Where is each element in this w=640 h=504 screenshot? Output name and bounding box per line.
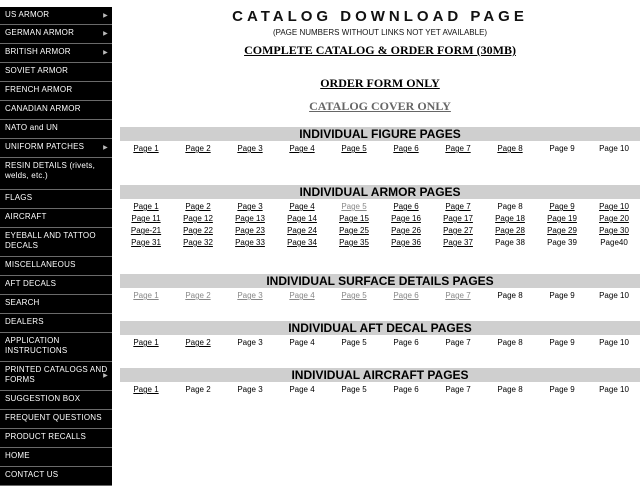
page-label: Page 10 <box>599 338 629 347</box>
page-link[interactable]: Page 5 <box>341 144 367 153</box>
sidebar-item-label: DEALERS <box>5 317 44 326</box>
sidebar-item-label: PRODUCT RECALLS <box>5 432 87 441</box>
page-link-grid <box>120 290 640 302</box>
page-link[interactable]: Page 24 <box>287 226 317 235</box>
page-link[interactable]: Page 7 <box>445 291 471 300</box>
page-link[interactable]: Page 7 <box>445 144 471 153</box>
page-label: Page 8 <box>497 202 523 211</box>
page-link[interactable]: Page 2 <box>185 144 211 153</box>
sidebar-item[interactable] <box>0 25 112 44</box>
section-header: INDIVIDUAL ARMOR PAGES <box>120 185 640 199</box>
sidebar-item-label: CANADIAN ARMOR <box>5 104 81 113</box>
page-link[interactable]: Page 27 <box>443 226 473 235</box>
page-link[interactable]: Page 1 <box>133 202 159 211</box>
page-label: Page 8 <box>497 338 523 347</box>
page-link[interactable]: Page 12 <box>183 214 213 223</box>
page-link-grid <box>120 143 640 155</box>
page-label: Page 38 <box>495 238 525 247</box>
page-link[interactable]: Page 6 <box>393 202 419 211</box>
page-label: Page 10 <box>599 144 629 153</box>
page-subtitle: (PAGE NUMBERS WITHOUT LINKS NOT YET AVAILABLE) <box>272 28 488 37</box>
page-link[interactable]: Page 18 <box>495 214 525 223</box>
sidebar-item[interactable] <box>0 257 112 276</box>
submenu-arrow-icon: ▶ <box>103 12 108 19</box>
page-link-grid <box>120 384 640 396</box>
sidebar-item[interactable] <box>0 448 112 467</box>
catalog-cover-link[interactable]: CATALOG COVER ONLY <box>309 99 451 113</box>
order-form-link[interactable]: ORDER FORM ONLY <box>320 76 440 90</box>
sidebar-item-label: MISCELLANEOUS <box>5 260 76 269</box>
page-link[interactable]: Page 7 <box>445 202 471 211</box>
page-section <box>120 185 640 249</box>
sidebar-item-label: AIRCRAFT <box>5 212 47 221</box>
sidebar-item-label: SOVIET ARMOR <box>5 66 69 75</box>
page-label: Page 7 <box>445 338 471 347</box>
sidebar-item-label: RESIN DETAILS (rivets, welds, etc.) <box>5 161 96 180</box>
sidebar-item[interactable] <box>0 314 112 333</box>
page-label: Page 8 <box>497 291 523 300</box>
page-label: Page 10 <box>599 385 629 394</box>
page-label: Page 4 <box>289 385 315 394</box>
page-link[interactable]: Page 8 <box>497 144 523 153</box>
page-link[interactable]: Page 33 <box>235 238 265 247</box>
page-link[interactable]: Page 4 <box>289 144 315 153</box>
page-link-grid <box>120 201 640 249</box>
sidebar-item-label: US ARMOR <box>5 10 50 19</box>
submenu-arrow-icon: ▶ <box>103 145 108 151</box>
sidebar-item-label: PRINTED CATALOGS AND FORMS <box>5 365 108 384</box>
sidebar-item-label: SEARCH <box>5 298 40 307</box>
section-header: INDIVIDUAL SURFACE DETAILS PAGES <box>120 274 640 288</box>
sidebar-item-label: FLAGS <box>5 193 33 202</box>
sidebar-item[interactable] <box>0 276 112 295</box>
page-section <box>120 368 640 396</box>
page-link[interactable]: Page 14 <box>287 214 317 223</box>
page-link[interactable]: Page-21 <box>130 226 162 235</box>
page-sections <box>120 127 640 396</box>
page-label: Page 9 <box>549 144 575 153</box>
page-link[interactable]: Page 1 <box>133 144 159 153</box>
page-link[interactable]: Page 2 <box>185 338 211 347</box>
section-header: INDIVIDUAL AFT DECAL PAGES <box>120 321 640 335</box>
sidebar-item-label: BRITISH ARMOR <box>5 47 71 56</box>
page-link[interactable]: Page 34 <box>287 238 317 247</box>
page-link[interactable]: Page 20 <box>599 214 629 223</box>
page-link[interactable]: Page 6 <box>393 291 419 300</box>
sidebar-item-label: GERMAN ARMOR <box>5 28 75 37</box>
page-label: Page 39 <box>547 238 577 247</box>
page-label: Page 9 <box>549 291 575 300</box>
sidebar-nav <box>0 7 112 486</box>
page-section <box>120 274 640 302</box>
page-link[interactable]: Page 10 <box>599 202 629 211</box>
page-link[interactable]: Page 23 <box>235 226 265 235</box>
page-link[interactable]: Page 15 <box>339 214 369 223</box>
sidebar-item-label: UNIFORM PATCHES <box>5 142 85 151</box>
main-content <box>120 0 640 396</box>
page-link[interactable]: Page 5 <box>341 202 367 211</box>
submenu-arrow-icon: ▶ <box>103 31 108 37</box>
page-link[interactable]: Page 30 <box>599 226 629 235</box>
sidebar-item[interactable] <box>0 7 112 25</box>
sidebar-item[interactable] <box>0 295 112 314</box>
page-label: Page 4 <box>289 338 315 347</box>
sidebar-item-label: CONTACT US <box>5 470 59 479</box>
page-link[interactable]: Page 16 <box>391 214 421 223</box>
sidebar-item[interactable] <box>0 391 112 410</box>
sidebar-item-label: HOME <box>5 451 30 460</box>
sidebar-item[interactable] <box>0 120 112 139</box>
page-link[interactable]: Page 3 <box>237 291 263 300</box>
sidebar-item-label: EYEBALL AND TATTOO DECALS <box>5 231 96 250</box>
page-link[interactable]: Page 11 <box>131 214 161 223</box>
page-link[interactable]: Page 3 <box>237 144 263 153</box>
page-label: Page 2 <box>185 385 211 394</box>
page-link[interactable]: Page 31 <box>131 238 161 247</box>
page-link[interactable]: Page 19 <box>547 214 577 223</box>
sidebar-item-label: SUGGESTION BOX <box>5 394 81 403</box>
page-section <box>120 321 640 349</box>
page-link[interactable]: Page 4 <box>289 202 315 211</box>
page-label: Page40 <box>600 238 628 247</box>
page-link[interactable]: Page 36 <box>391 238 421 247</box>
page-link[interactable]: Page 2 <box>185 291 211 300</box>
sidebar-item[interactable] <box>0 429 112 448</box>
page-link[interactable]: Page 25 <box>339 226 369 235</box>
section-header: INDIVIDUAL AIRCRAFT PAGES <box>120 368 640 382</box>
page-link[interactable]: Page 5 <box>341 291 367 300</box>
page-label: Page 8 <box>497 385 523 394</box>
page-link[interactable]: Page 26 <box>391 226 421 235</box>
page-label: Page 9 <box>549 385 575 394</box>
sidebar-item-label: FRENCH ARMOR <box>5 85 73 94</box>
page-label: Page 3 <box>237 338 263 347</box>
page-link[interactable]: Page 29 <box>547 226 577 235</box>
submenu-arrow-icon: ▶ <box>103 373 108 379</box>
sidebar-item[interactable] <box>0 209 112 228</box>
page-link[interactable]: Page 4 <box>289 291 315 300</box>
sidebar-item[interactable] <box>0 63 112 82</box>
page-section <box>120 127 640 155</box>
sidebar-item[interactable] <box>0 158 112 190</box>
sidebar-item[interactable] <box>0 362 112 391</box>
page-link[interactable]: Page 9 <box>549 202 575 211</box>
page-link[interactable]: Page 32 <box>183 238 213 247</box>
page-link[interactable]: Page 13 <box>235 214 265 223</box>
sidebar-item-label: AFT DECALS <box>5 279 57 288</box>
sidebar-item[interactable] <box>0 101 112 120</box>
sidebar-item[interactable] <box>0 44 112 63</box>
sidebar-item[interactable] <box>0 228 112 257</box>
sidebar-item[interactable] <box>0 82 112 101</box>
page-label: Page 5 <box>341 338 367 347</box>
page-label: Page 3 <box>237 385 263 394</box>
page-link-grid <box>120 337 640 349</box>
page-label: Page 7 <box>445 385 471 394</box>
submenu-arrow-icon: ▶ <box>103 50 108 56</box>
page-title: CATALOG DOWNLOAD PAGE <box>232 8 528 25</box>
page-label: Page 5 <box>341 385 367 394</box>
page-label: Page 9 <box>549 338 575 347</box>
page-link[interactable]: Page 35 <box>339 238 369 247</box>
page-link[interactable]: Page 37 <box>443 238 473 247</box>
sidebar-item[interactable] <box>0 333 112 362</box>
page-link[interactable]: Page 6 <box>393 144 419 153</box>
page-link[interactable]: Page 2 <box>185 202 211 211</box>
sidebar-item-label: APPLICATION INSTRUCTIONS <box>5 336 68 355</box>
page-link[interactable]: Page 22 <box>183 226 213 235</box>
sidebar-item-label: NATO and UN <box>5 123 59 132</box>
page-label: Page 6 <box>393 385 419 394</box>
page-link[interactable]: Page 17 <box>443 214 473 223</box>
page-link[interactable]: Page 3 <box>237 202 263 211</box>
sidebar-item-label: FREQUENT QUESTIONS <box>5 413 102 422</box>
page-link[interactable]: Page 1 <box>133 338 159 347</box>
page-link[interactable]: Page 1 <box>133 385 159 394</box>
page-label: Page 6 <box>393 338 419 347</box>
complete-catalog-link[interactable]: COMPLETE CATALOG & ORDER FORM (30MB) <box>244 43 516 57</box>
sidebar-item[interactable] <box>0 139 112 158</box>
section-header: INDIVIDUAL FIGURE PAGES <box>120 127 640 141</box>
page-link[interactable]: Page 28 <box>495 226 525 235</box>
sidebar-item[interactable] <box>0 467 112 486</box>
sidebar-item[interactable] <box>0 410 112 429</box>
page-label: Page 10 <box>599 291 629 300</box>
page-link[interactable]: Page 1 <box>133 291 159 300</box>
sidebar-item[interactable] <box>0 190 112 209</box>
